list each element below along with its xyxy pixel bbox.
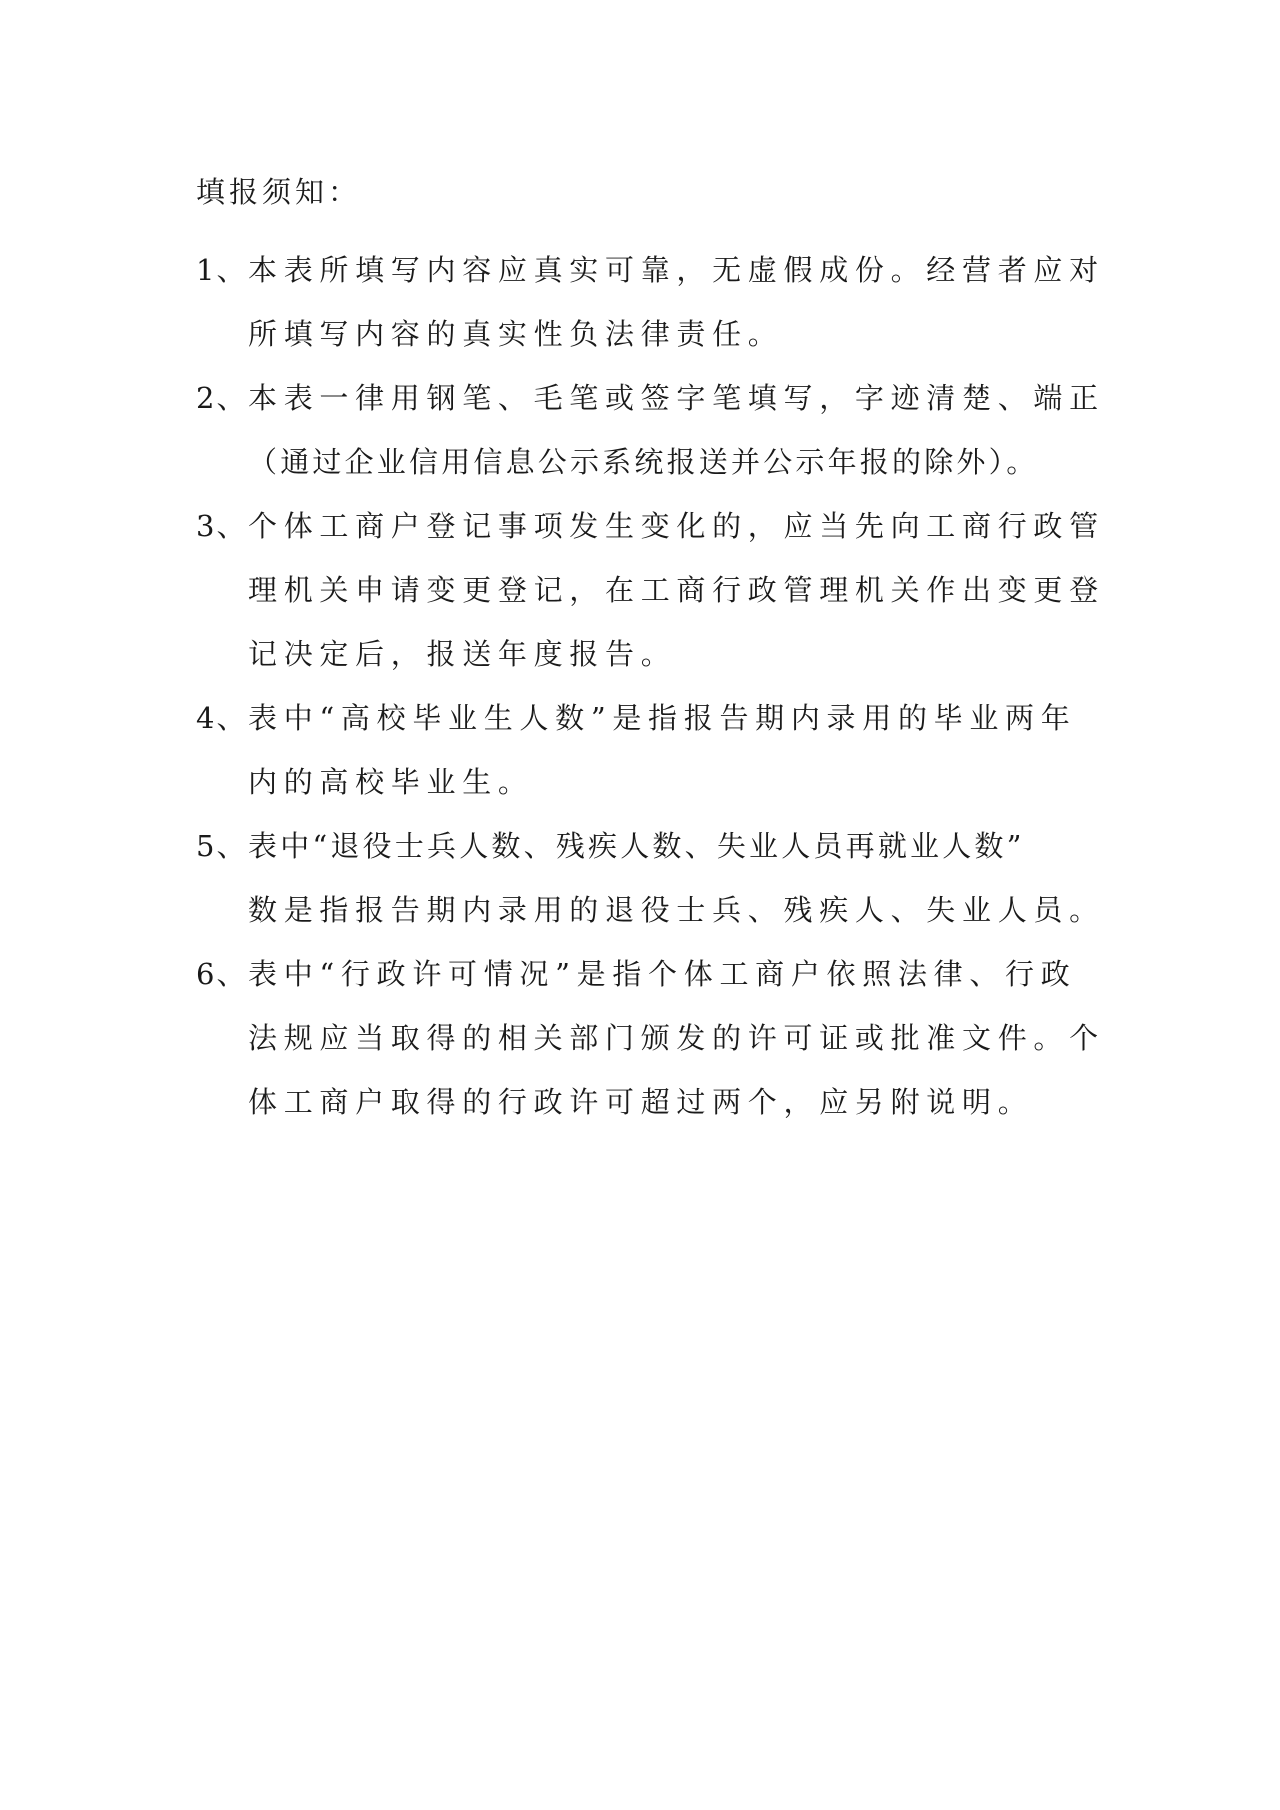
notice-item-line: 记决定后，报送年度报告。 (248, 637, 677, 671)
notice-list (196, 238, 1105, 1134)
notice-item-line: 所填写内容的真实性负法律责任。 (248, 317, 784, 351)
notice-item (196, 686, 1096, 814)
notice-item-text (248, 366, 1105, 494)
notice-item-line: 表中“高校毕业生人数”是指报告期内录用的毕业两年 (248, 701, 1077, 735)
notice-item (196, 366, 1105, 494)
notice-item-line: 法规应当取得的相关部门颁发的许可证或批准文件。个 (248, 1021, 1105, 1055)
notice-item-line: 体工商户取得的行政许可超过两个，应另附说明。 (248, 1085, 1034, 1119)
notice-item-number: 1、 (196, 253, 248, 287)
notice-item-text (248, 814, 1105, 942)
notice-item-line: （通过企业信用信息公示系统报送并公示年报的除外）。 (248, 445, 1039, 479)
notice-item-text (248, 494, 1105, 686)
notice-item-number: 6、 (196, 957, 248, 991)
notice-item-line: 表中“行政许可情况”是指个体工商户依照法律、行政 (248, 957, 1077, 991)
notice-item-number: 5、 (196, 829, 248, 863)
notice-item-text (248, 686, 1096, 814)
notice-item (196, 238, 1105, 366)
notice-item-number: 4、 (196, 701, 248, 735)
notice-item (196, 814, 1105, 942)
notice-item-text (248, 238, 1105, 366)
notice-item-text (248, 942, 1105, 1134)
notice-item-number: 3、 (196, 509, 248, 543)
notice-item (196, 494, 1105, 686)
notice-item-line: 内的高校毕业生。 (248, 765, 534, 799)
notice-item-line: 本表一律用钢笔、毛笔或签字笔填写，字迹清楚、端正 (248, 381, 1105, 415)
notice-item-line: 理机关申请变更登记，在工商行政管理机关作出变更登 (248, 573, 1105, 607)
notice-title: 填报须知： (196, 175, 362, 209)
notice-item-line: 个体工商户登记事项发生变化的，应当先向工商行政管 (248, 509, 1105, 543)
notice-item-line: 本表所填写内容应真实可靠，无虚假成份。经营者应对 (248, 253, 1105, 287)
notice-item-number: 2、 (196, 381, 248, 415)
notice-item-line: 数是指报告期内录用的退役士兵、残疾人、失业人员。 (248, 893, 1105, 927)
notice-item (196, 942, 1105, 1134)
notice-item-line: 表中“退役士兵人数、残疾人数、失业人员再就业人数” (248, 829, 1025, 863)
